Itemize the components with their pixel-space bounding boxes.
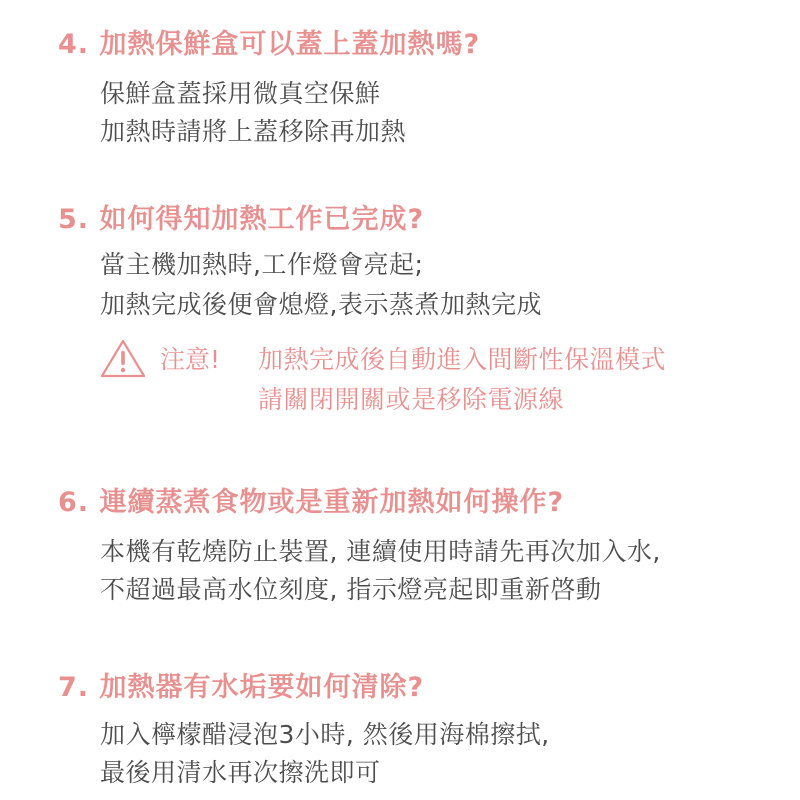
faq-question-4: 4. 加熱保鮮盒可以蓋上蓋加熱嗎? [58, 29, 481, 60]
faq-answer-6-line-2: 不超過最高水位刻度, 指示燈亮起即重新啓動 [100, 575, 602, 604]
warning-icon [100, 338, 146, 378]
note-label: 注意! [160, 345, 221, 374]
note-line-1: 加熱完成後自動進入間斷性保溫模式 [258, 345, 667, 374]
faq-answer-7-line-1: 加入檸檬醋浸泡3小時, 然後用海棉擦拭, [100, 720, 550, 749]
faq-question-6: 6. 連續蒸煮食物或是重新加熱如何操作? [58, 487, 565, 518]
faq-answer-7-line-2: 最後用清水再次擦洗即可 [100, 758, 381, 787]
faq-answer-4-line-2: 加熱時請將上蓋移除再加熱 [100, 117, 407, 146]
faq-answer-6-line-1: 本機有乾燒防止裝置, 連續使用時請先再次加入水, [100, 537, 661, 566]
faq-question-5: 5. 如何得知加熱工作已完成? [58, 204, 425, 235]
faq-answer-5-line-1: 當主機加熱時,工作燈會亮起; [100, 250, 424, 279]
note-line-2: 請關閉開關或是移除電源線 [258, 385, 565, 414]
faq-question-7: 7. 加熱器有水垢要如何清除? [58, 672, 425, 703]
faq-answer-5-line-2: 加熱完成後便會熄燈,表示蒸煮加熱完成 [100, 290, 542, 319]
faq-answer-4-line-1: 保鮮盒蓋採用微真空保鮮 [100, 79, 381, 108]
